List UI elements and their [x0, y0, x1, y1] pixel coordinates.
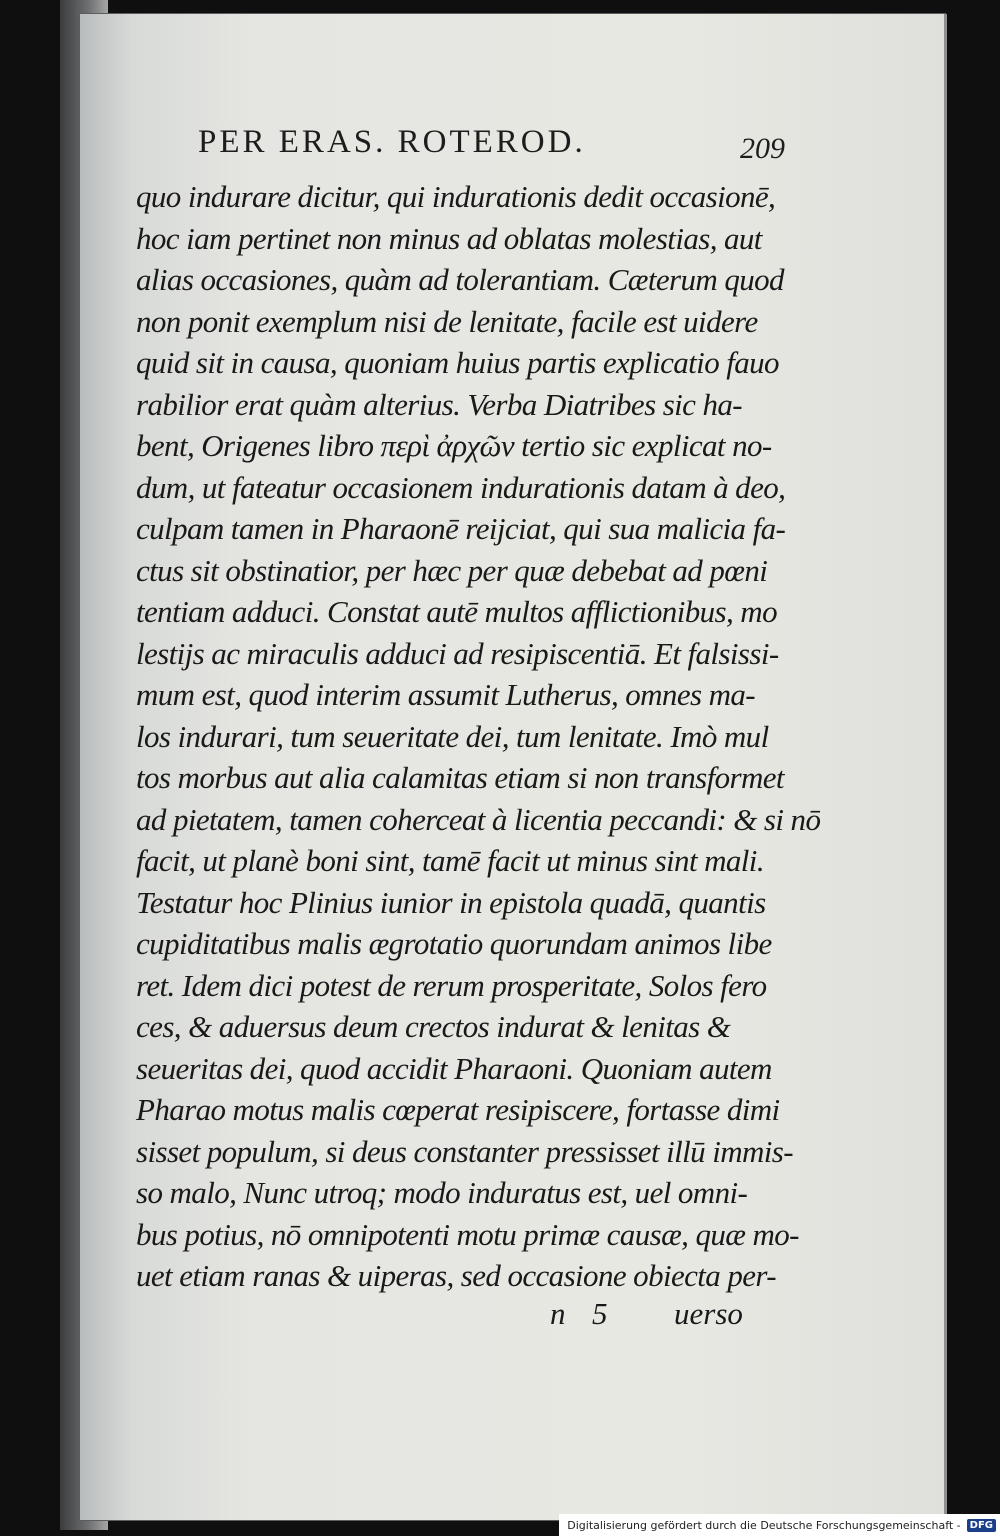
- text-line: Pharao motus malis cœperat resipiscere, fortasse dimi: [136, 1092, 780, 1127]
- text-line: so malo, Nunc utroq; modo induratus est, uel omni-: [136, 1175, 748, 1210]
- text-line: tos morbus aut alia calamitas etiam si non transformet: [136, 760, 784, 795]
- signature-number: 5: [592, 1296, 608, 1331]
- text-line: lestijs ac miraculis adduci ad resipiscentiā. Et falsissi-: [136, 635, 779, 671]
- catchword: uerso: [674, 1296, 743, 1331]
- signature-letter: n: [550, 1296, 566, 1331]
- text-line: cupiditatibus malis ægrotatio quorundam animos libe: [136, 926, 772, 961]
- text-line: culpam tamen in Pharaonē reijciat, qui sua malicia fa-: [136, 511, 786, 546]
- text-line: sisset populum, si deus constanter pressisset illū immis-: [136, 1133, 793, 1169]
- book-page: [80, 14, 945, 1520]
- text-line: quid sit in causa, quoniam huius partis explicatio fauo: [136, 345, 779, 380]
- text-line: dum, ut fateatur occasionem indurationis datam à deo,: [136, 469, 786, 505]
- text-line: bent, Origenes libro περὶ ἀρχῶν tertio sic explicat no-: [136, 428, 772, 463]
- text-line: alias occasiones, quàm ad tolerantiam. Cæterum quod: [136, 262, 784, 297]
- page-number: 209: [740, 132, 785, 165]
- text-line: ces, & aduersus deum crectos indurat & lenitas &: [136, 1009, 731, 1044]
- text-line: ret. Idem dici potest de rerum prosperitate, Solos fero: [136, 967, 767, 1003]
- text-line: Testatur hoc Plinius iunior in epistola quadā, quantis: [136, 884, 766, 920]
- page-edge: [944, 14, 947, 1520]
- running-head: PER ERAS. ROTEROD.: [198, 124, 586, 160]
- text-line: seueritas dei, quod accidit Pharaoni. Quoniam autem: [136, 1050, 772, 1086]
- text-line: rabilior erat quàm alterius. Verba Diatribes sic ha-: [136, 386, 743, 422]
- text-line: quo indurare dicitur, qui indurationis dedit occasionē,: [136, 179, 776, 214]
- text-line: ad pietatem, tamen coherceat à licentia peccandi: & si nō: [136, 801, 821, 837]
- text-line: non ponit exemplum nisi de lenitate, facile est uidere: [136, 303, 758, 339]
- text-line: ctus sit obstinatior, per hæc per quæ debebat ad pœni: [136, 552, 768, 588]
- body-text: [136, 176, 821, 1297]
- text-line: mum est, quod interim assumit Lutherus, omnes ma-: [136, 677, 756, 712]
- funding-credit: Digitalisierung gefördert durch die Deutsche Forschungsgemeinschaft -: [567, 1518, 961, 1532]
- dfg-logo: DFG: [967, 1519, 996, 1532]
- text-line: tentiam adduci. Constat autē multos afflictionibus, mo: [136, 594, 777, 629]
- digitization-footer: [559, 1514, 1000, 1536]
- text-line: facit, ut planè boni sint, tamē facit ut minus sint mali.: [136, 843, 764, 878]
- text-line: bus potius, nō omnipotenti motu primæ causæ, quæ mo-: [136, 1216, 799, 1252]
- text-line: uet etiam ranas & uiperas, sed occasione obiecta per-: [136, 1258, 776, 1293]
- text-line: los indurari, tum seueritate dei, tum lenitate. Imò mul: [136, 718, 769, 754]
- text-line: hoc iam pertinet non minus ad oblatas molestias, aut: [136, 220, 762, 256]
